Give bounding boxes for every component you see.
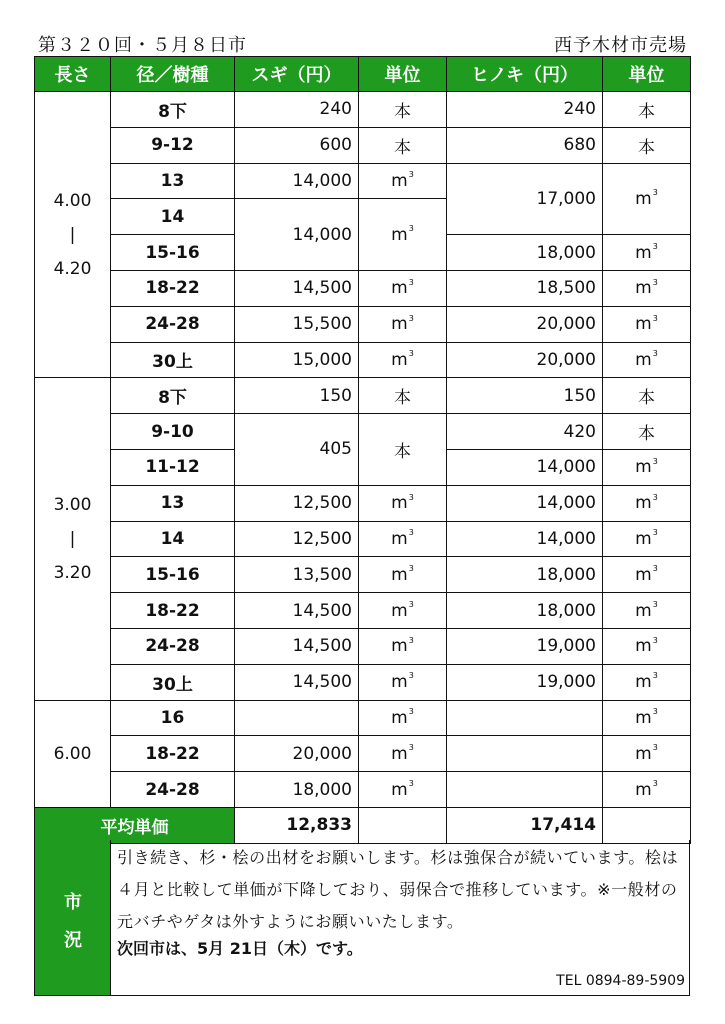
size-cell: 30上 (111, 664, 235, 700)
hinoki-price (447, 700, 603, 736)
next-auction-date: 次回市は、5月 21日（木）です。 (117, 939, 363, 958)
hinoki-price: 14,000 (447, 485, 603, 521)
sugi-unit-cell (359, 593, 447, 629)
hinoki-price: 19,000 (447, 664, 603, 700)
length-cell-6m: 6.00 (35, 700, 111, 807)
table-row (35, 593, 691, 629)
col-header-hinoki-unit: 単位 (603, 57, 691, 92)
average-sugi-unit (359, 807, 447, 843)
size-cell: 24-28 (111, 628, 235, 664)
unit-superscript: 3 (408, 671, 414, 681)
size-cell: 9-12 (111, 127, 235, 163)
sugi-unit: m (391, 779, 408, 800)
length-top: 3.00 (53, 494, 92, 515)
length-cell-3m (35, 378, 111, 700)
sugi-unit: 本 (359, 378, 447, 414)
hinoki-price: 680 (447, 127, 603, 163)
average-hinoki: 17,414 (447, 807, 603, 843)
hinoki-unit: m (635, 600, 652, 621)
table-row (35, 664, 691, 700)
unit-superscript: 3 (408, 528, 414, 538)
unit-superscript: 3 (652, 456, 658, 466)
sugi-unit: m (391, 493, 408, 514)
table-row (35, 485, 691, 521)
unit-superscript: 3 (652, 349, 658, 359)
hinoki-unit: m (635, 528, 652, 549)
hinoki-price: 18,000 (447, 593, 603, 629)
sugi-unit-cell (359, 664, 447, 700)
unit-superscript: 3 (408, 778, 414, 788)
hinoki-unit: m (635, 314, 652, 335)
market-label-char-2: 況 (64, 930, 82, 951)
table-row (35, 414, 691, 450)
size-cell: 13 (111, 163, 235, 199)
unit-superscript: 3 (408, 349, 414, 359)
hinoki-unit: 本 (603, 92, 691, 128)
sugi-unit-cell (359, 736, 447, 772)
size-cell: 24-28 (111, 306, 235, 342)
size-cell: 18-22 (111, 270, 235, 306)
length-bottom: 4.20 (53, 258, 92, 279)
unit-superscript: 3 (652, 492, 658, 502)
table-row (35, 378, 691, 414)
hinoki-price: 20,000 (447, 342, 603, 378)
size-cell: 14 (111, 521, 235, 557)
unit-superscript: 3 (652, 241, 658, 251)
market-conditions (34, 840, 690, 996)
hinoki-unit: 本 (603, 414, 691, 450)
hinoki-unit: m (635, 779, 652, 800)
length-cell-4m (35, 92, 111, 378)
sugi-price: 14,500 (235, 628, 359, 664)
unit-superscript: 3 (408, 635, 414, 645)
hinoki-unit: m (635, 457, 652, 478)
unit-superscript: 3 (408, 170, 414, 180)
hinoki-unit: 本 (603, 127, 691, 163)
market-name: 西予木材市売場 (554, 35, 687, 56)
table-row (35, 521, 691, 557)
unit-superscript: 3 (652, 707, 658, 717)
sugi-unit-cell (359, 521, 447, 557)
size-cell: 8下 (111, 92, 235, 128)
table-row (35, 92, 691, 128)
hinoki-unit-cell (603, 557, 691, 593)
size-cell: 15-16 (111, 235, 235, 271)
sugi-unit: m (391, 349, 408, 370)
hinoki-unit: m (635, 743, 652, 764)
hinoki-unit: m (635, 707, 652, 728)
price-table (34, 56, 691, 844)
hinoki-price: 18,000 (447, 557, 603, 593)
sugi-price: 14,500 (235, 664, 359, 700)
unit-superscript: 3 (652, 564, 658, 574)
sugi-unit: m (391, 528, 408, 549)
col-header-size: 径／樹種 (111, 57, 235, 92)
sugi-price: 14,000 (235, 163, 359, 199)
size-cell: 11-12 (111, 449, 235, 485)
hinoki-unit-cell (603, 270, 691, 306)
hinoki-price: 18,500 (447, 270, 603, 306)
hinoki-unit: m (635, 564, 652, 585)
hinoki-unit-cell (603, 163, 691, 235)
length-separator: | (69, 528, 76, 549)
unit-superscript: 3 (652, 635, 658, 645)
col-header-hinoki: ヒノキ（円） (447, 57, 603, 92)
hinoki-unit: m (635, 278, 652, 299)
sugi-unit: m (391, 743, 408, 764)
sugi-price (235, 700, 359, 736)
hinoki-unit: m (635, 188, 652, 209)
hinoki-price: 20,000 (447, 306, 603, 342)
sugi-price: 14,500 (235, 270, 359, 306)
table-row (35, 306, 691, 342)
market-comment: 引き続き、杉・桧の出材をお願いします。杉は強保合が続いています。桧は４月と比較して単価が下降しており、弱保合で推移しています。※一般材の元バチやゲタは外すようにお願いいたします。 (117, 848, 679, 931)
length-top: 4.00 (53, 190, 92, 211)
unit-superscript: 3 (408, 313, 414, 323)
market-label (35, 840, 111, 995)
size-cell: 16 (111, 700, 235, 736)
table-row (35, 628, 691, 664)
average-hinoki-unit (603, 807, 691, 843)
table-row (35, 342, 691, 378)
sugi-unit-cell (359, 270, 447, 306)
sugi-unit-cell (359, 700, 447, 736)
table-row (35, 700, 691, 736)
sugi-price: 14,500 (235, 593, 359, 629)
col-header-sugi: スギ（円） (235, 57, 359, 92)
unit-superscript: 3 (408, 707, 414, 717)
hinoki-unit-cell (603, 664, 691, 700)
sugi-unit: 本 (359, 414, 447, 486)
sugi-price: 240 (235, 92, 359, 128)
size-cell: 18-22 (111, 736, 235, 772)
table-row (35, 736, 691, 772)
table-header-row (35, 57, 691, 92)
hinoki-price: 240 (447, 92, 603, 128)
hinoki-unit-cell (603, 306, 691, 342)
hinoki-price: 420 (447, 414, 603, 450)
sugi-unit: m (391, 600, 408, 621)
auction-title: 第３２０回・５月８日市 (38, 35, 247, 56)
average-label: 平均単価 (35, 807, 235, 843)
hinoki-unit-cell (603, 736, 691, 772)
sugi-price: 15,500 (235, 306, 359, 342)
hinoki-unit-cell (603, 772, 691, 808)
size-cell: 30上 (111, 342, 235, 378)
sugi-unit-cell (359, 199, 447, 271)
hinoki-price (447, 772, 603, 808)
sugi-price: 12,500 (235, 485, 359, 521)
size-cell: 13 (111, 485, 235, 521)
unit-superscript: 3 (652, 599, 658, 609)
hinoki-price: 14,000 (447, 449, 603, 485)
sugi-price: 405 (235, 414, 359, 486)
sugi-unit: m (391, 278, 408, 299)
sugi-unit: 本 (359, 92, 447, 128)
sugi-unit: m (391, 314, 408, 335)
hinoki-unit: m (635, 349, 652, 370)
sugi-unit: m (391, 224, 408, 245)
size-cell: 9-10 (111, 414, 235, 450)
table-row (35, 772, 691, 808)
unit-superscript: 3 (408, 599, 414, 609)
telephone: TEL 0894-89-5909 (556, 973, 685, 989)
length-bottom: 3.20 (53, 562, 92, 583)
sugi-unit-cell (359, 772, 447, 808)
hinoki-unit-cell (603, 628, 691, 664)
hinoki-price: 17,000 (447, 163, 603, 235)
hinoki-unit-cell (603, 235, 691, 271)
unit-superscript: 3 (652, 313, 658, 323)
table-row (35, 163, 691, 199)
unit-superscript: 3 (652, 743, 658, 753)
hinoki-unit-cell (603, 593, 691, 629)
hinoki-price: 19,000 (447, 628, 603, 664)
sugi-unit-cell (359, 557, 447, 593)
size-cell: 24-28 (111, 772, 235, 808)
sugi-price: 150 (235, 378, 359, 414)
hinoki-price: 18,000 (447, 235, 603, 271)
hinoki-unit-cell (603, 521, 691, 557)
sugi-unit-cell (359, 342, 447, 378)
sugi-unit: m (391, 564, 408, 585)
sugi-price: 20,000 (235, 736, 359, 772)
sugi-price: 14,000 (235, 199, 359, 271)
sugi-unit-cell (359, 485, 447, 521)
hinoki-unit: m (635, 242, 652, 263)
sugi-price: 15,000 (235, 342, 359, 378)
sugi-unit: m (391, 170, 408, 191)
sugi-price: 600 (235, 127, 359, 163)
table-row (35, 127, 691, 163)
sugi-price: 12,500 (235, 521, 359, 557)
hinoki-price: 150 (447, 378, 603, 414)
sugi-unit-cell (359, 163, 447, 199)
col-header-sugi-unit: 単位 (359, 57, 447, 92)
size-cell: 18-22 (111, 593, 235, 629)
unit-superscript: 3 (408, 743, 414, 753)
hinoki-unit: m (635, 636, 652, 657)
unit-superscript: 3 (652, 528, 658, 538)
unit-superscript: 3 (408, 277, 414, 287)
sugi-unit-cell (359, 306, 447, 342)
unit-superscript: 3 (408, 224, 414, 234)
size-cell: 15-16 (111, 557, 235, 593)
hinoki-unit-cell (603, 700, 691, 736)
col-header-length: 長さ (35, 57, 111, 92)
sugi-unit: m (391, 707, 408, 728)
sugi-unit: 本 (359, 127, 447, 163)
table-row (35, 557, 691, 593)
size-cell: 8下 (111, 378, 235, 414)
length-separator: | (69, 224, 76, 245)
average-sugi: 12,833 (235, 807, 359, 843)
hinoki-price (447, 736, 603, 772)
unit-superscript: 3 (408, 492, 414, 502)
hinoki-unit-cell (603, 485, 691, 521)
hinoki-unit: m (635, 493, 652, 514)
hinoki-unit-cell (603, 342, 691, 378)
sugi-unit: m (391, 672, 408, 693)
unit-superscript: 3 (652, 778, 658, 788)
hinoki-unit: m (635, 672, 652, 693)
hinoki-unit: 本 (603, 378, 691, 414)
size-cell: 14 (111, 199, 235, 235)
market-label-char-1: 市 (64, 892, 82, 913)
unit-superscript: 3 (408, 564, 414, 574)
unit-superscript: 3 (652, 277, 658, 287)
sugi-unit: m (391, 636, 408, 657)
average-row (35, 807, 691, 843)
hinoki-unit-cell (603, 449, 691, 485)
unit-superscript: 3 (652, 671, 658, 681)
table-row (35, 270, 691, 306)
unit-superscript: 3 (652, 188, 658, 198)
sugi-unit-cell (359, 628, 447, 664)
sugi-price: 13,500 (235, 557, 359, 593)
sugi-price: 18,000 (235, 772, 359, 808)
hinoki-price: 14,000 (447, 521, 603, 557)
